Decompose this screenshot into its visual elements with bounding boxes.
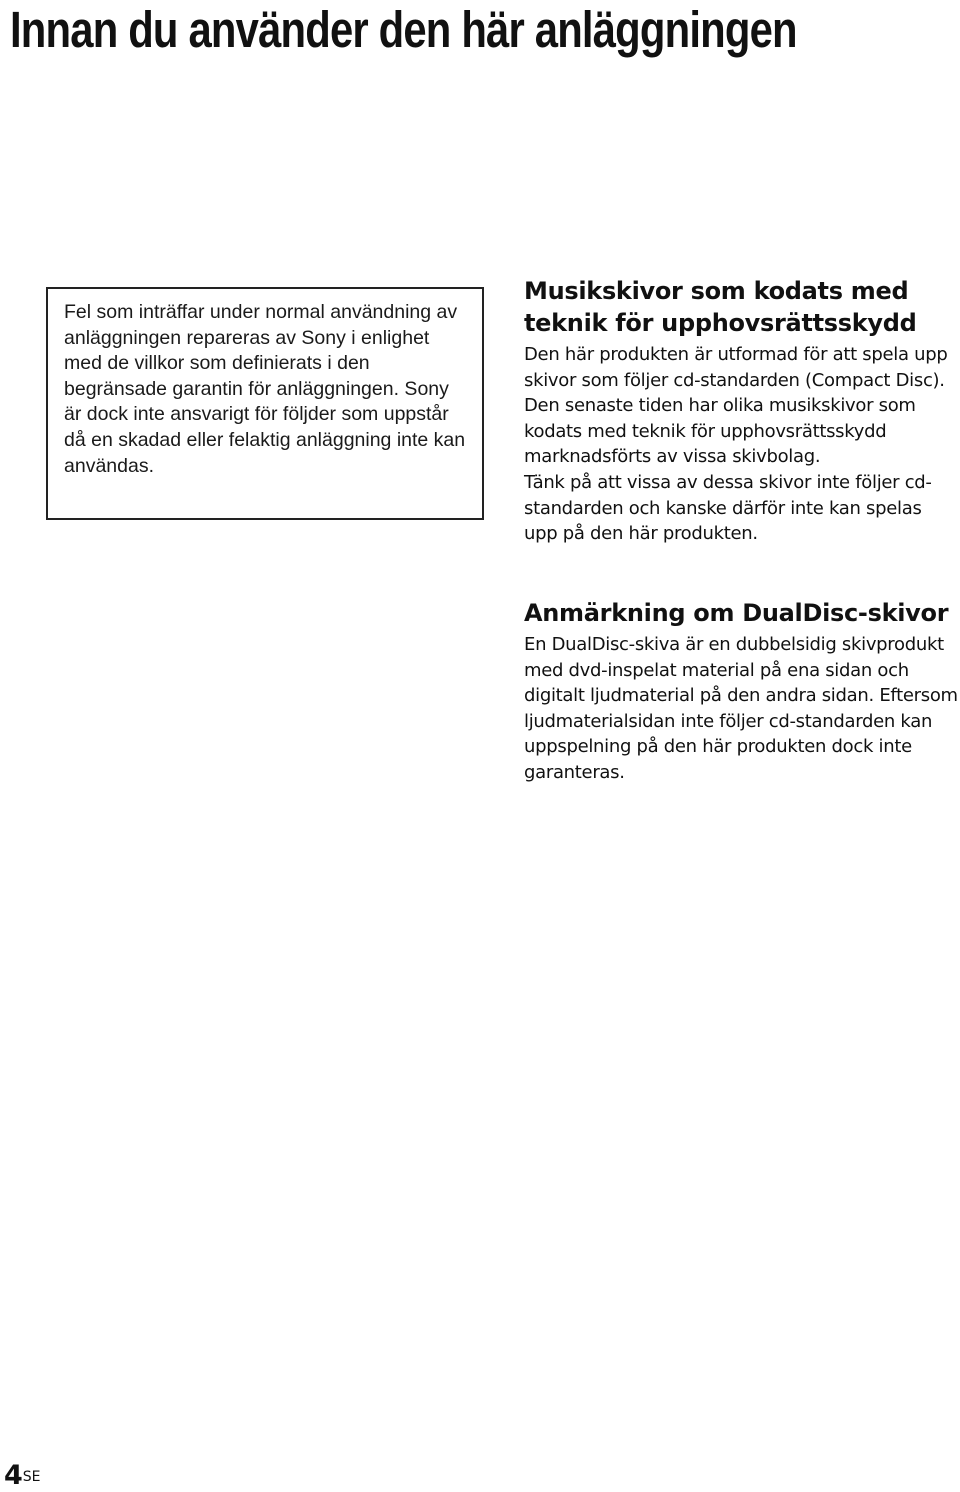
copyright-protection-heading: Musikskivor som kodats med teknik för upphovsrättsskydd <box>524 277 917 337</box>
page-number-value: 4 <box>4 1460 23 1491</box>
page-number <box>4 1461 41 1491</box>
copyright-protection-paragraph: Tänk på att vissa av dessa skivor inte följer cd-standarden och kanske därför inte kan spelas upp på den här produkten. <box>524 471 932 545</box>
dualdisc-section <box>524 597 960 786</box>
dualdisc-heading: Anmärkning om DualDisc-skivor <box>524 599 949 627</box>
page-title: Innan du använder den här anläggningen <box>10 1 797 58</box>
page-number-suffix: SE <box>22 1469 41 1485</box>
warranty-notice-box <box>46 287 484 520</box>
dualdisc-paragraph: En DualDisc-skiva är en dubbelsidig skivprodukt med dvd-inspelat material på ena sidan och digitalt ljudmaterial på den andra sidan. Eftersom ljudmaterialsidan inte följer cd-standarden kan uppspelning på den här produkten dock inte garanteras. <box>524 634 958 783</box>
copyright-protection-paragraph: Den här produkten är utformad för att spela upp skivor som följer cd-standarden (Compact Disc). Den senaste tiden har olika musikskivor som kodats med teknik för upphovsrättsskydd marknadsförts av vissa skivbolag. <box>524 344 948 468</box>
warranty-notice-text: Fel som inträffar under normal användning av anläggningen repareras av Sony i enlighet med de villkor som definierats i den begränsade garantin för anläggningen. Sony är dock inte ansvarigt för följder som uppstår då en skadad eller felaktig anläggning inte kan användas. <box>64 301 466 477</box>
copyright-protection-section <box>524 275 960 547</box>
